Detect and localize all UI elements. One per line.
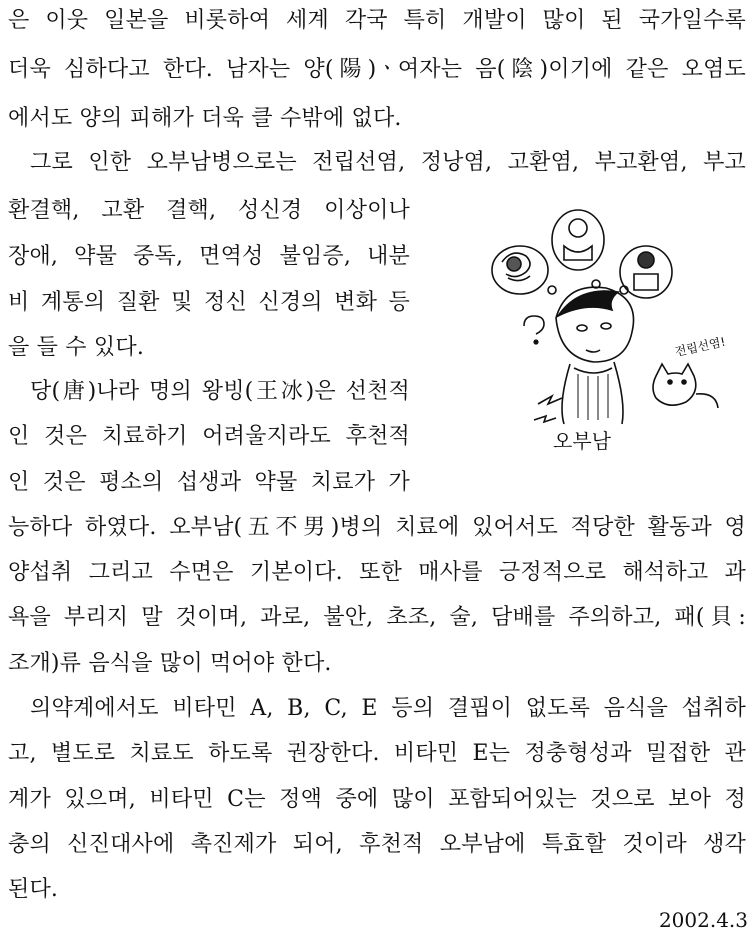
- text-line: 을 들 수 있다.: [8, 335, 145, 360]
- text-line: 당(唐)나라 명의 왕빙(王冰)은 선천적: [30, 379, 410, 404]
- cartoon-man-drawing: [478, 198, 748, 428]
- text-line: 조개)류 음식을 많이 먹어야 한다.: [8, 651, 332, 676]
- figure-caption: 오부남: [553, 429, 611, 453]
- text-line: 환결핵, 고환 결핵, 성신경 이상이나: [8, 198, 410, 223]
- text-line: 비 계통의 질환 및 정신 신경의 변화 등: [8, 290, 410, 315]
- text-line: 인 것은 평소의 섭생과 약물 치료가 가: [8, 470, 410, 495]
- text-line: 장애, 약물 중독, 면역성 불임증, 내분: [8, 244, 410, 269]
- text-line: 된다.: [8, 877, 59, 902]
- text-line: 그로 인한 오부남병으로는 전립선염, 정낭염, 고환염, 부고환염, 부고: [30, 150, 746, 175]
- text-line: 계가 있으며, 비타민 C는 정액 중에 많이 포함되어있는 것으로 보아 정: [8, 787, 746, 812]
- text-line: 고, 별도로 치료도 하도록 권장한다. 비타민 E는 정충형성과 밀접한 관: [8, 741, 746, 766]
- text-line: 에서도 양의 피해가 더욱 클 수밖에 없다.: [8, 106, 402, 131]
- text-line: 충의 신진대사에 촉진제가 되어, 후천적 오부남에 특효할 것이라 생각: [8, 832, 746, 857]
- text-line: 욕을 부리지 말 것이며, 과로, 불안, 초조, 술, 담배를 주의하고, 패(貝:: [8, 605, 746, 630]
- cat-speech-text: 전립선염!: [673, 334, 727, 359]
- text-line: 능하다 하였다. 오부남(五不男)병의 치료에 있어서도 적당한 활동과 영: [8, 515, 746, 540]
- document-date: 2002.4.3: [658, 908, 748, 932]
- text-line: 더욱 심하다고 한다. 남자는 양(陽)ㆍ여자는 음(陰)이기에 같은 오염도: [8, 57, 746, 82]
- text-line: 양섭취 그리고 수면은 기본이다. 또한 매사를 긍정적으로 해석하고 과: [8, 560, 746, 585]
- text-line: 은 이웃 일본을 비롯하여 세계 각국 특히 개발이 많이 된 국가일수록: [8, 8, 746, 33]
- cartoon-illustration: [478, 198, 748, 458]
- text-line: 인 것은 치료하기 어려울지라도 후천적: [8, 424, 410, 449]
- text-line: 의약계에서도 비타민 A, B, C, E 등의 결핍이 없도록 음식을 섭취하: [30, 696, 746, 721]
